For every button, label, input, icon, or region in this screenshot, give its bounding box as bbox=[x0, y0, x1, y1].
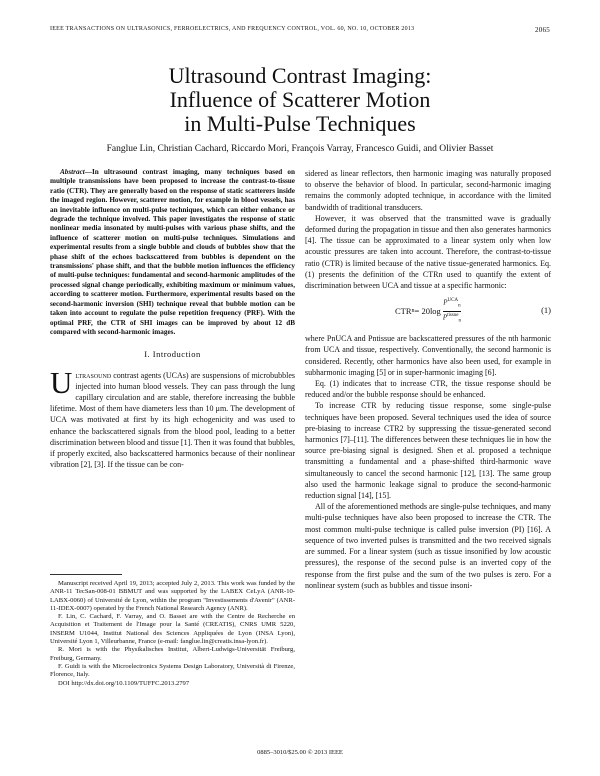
numerator-sub: n bbox=[458, 303, 461, 309]
title-line-2: Influence of Scatterer Motion bbox=[169, 87, 431, 112]
fraction-denominator bbox=[443, 312, 461, 326]
abstract-text: —In ultrasound contrast imaging, many techniques based on multiple transmissions have been proposed to increase the contrast-to-tissue ratio (CTR). They are generally based on the response of static scatterers inside the imaged region. However, scatterer motion, for example in blood vessels, has an inevitable influence on multi-pulse techniques, which can either enhance or degrade the technique involved. This paper investigates the response of static nonlinear media insonated by multi-pulses with various phase shifts, and the influence of scatterer motion on multi-pulse techniques. Simulations and experimental results from a single bubble and clouds of bubbles show that the phase shift of the echoes backscattered from bubbles is dependent on the transmissions' phase shift, and that the bubble motion influences the efficiency of multi-pulse techniques: fundamental and second-harmonic amplitudes of the processed signal change periodically, exhibiting maximum or minimum values, according to scatterer motion. Furthermore, experimental results based on the second-harmonic inversion (SHI) technique reveal that bubble motion can be taken into account to regulate the pulse repetition frequency (PRF). With the optimal PRF, the CTR of SHI images can be improved by about 12 dB compared with second-harmonic images. bbox=[50, 168, 295, 336]
body-paragraph-3: where PnUCA and Pntissue are backscattered pressures of the nth harmonic from UCA and tissue, respectively. Conventionally, the second harmonic is considered. Recently, other harmonics have also been used, for example in subharmonic imaging [5] or in super-harmonic imaging [6]. bbox=[305, 334, 551, 377]
intro-smallcaps: ltrasound bbox=[75, 370, 112, 380]
body-paragraph-1: sidered as linear reflectors, then harmonic imaging was naturally proposed to observe the behavior of blood. In particular, second-harmonic imaging remains the commonly adopted technique, in accordance with the limited bandwidth of traditional transducers. bbox=[305, 169, 551, 212]
running-head bbox=[50, 26, 550, 36]
numerator-sup: UCA bbox=[447, 298, 459, 304]
body-paragraph-5: To increase CTR by reducing tissue response, some single-pulse techniques have been proposed. Several techniques used the idea of source pre-biasing to increase CTR2 by suppressing the tissue-generated second harmonics [7]–[11]. The differences between these techniques lie in how the source pre-biasing signal is designed. Shen et al. proposed a technique transmitting a fundamental and a phase-shifted third-harmonic wave simultaneously to cancel the second harmonic [12], [13]. The same group also used the harmonic leakage signal to produce the second-harmonic reduction signal [14], [15]. bbox=[305, 401, 551, 501]
section-heading: I. Introduction bbox=[144, 349, 201, 360]
title-line-1: Ultrasound Contrast Imaging: bbox=[168, 63, 432, 88]
equation-lhs: CTR bbox=[395, 305, 412, 316]
body-paragraph-2: However, it was observed that the transmitted wave is gradually deformed during the propagation in tissue and then also generates harmonics [4]. The tissue can be approximated to a linear system only when low acoustic pressures are taken into account. Therefore, the contrast-to-tissue ratio (CTR) is limited because of the native tissue-generated harmonics. Eq. (1) presents the definition of the CTRn used to quantify the extent of discrimination between UCA and tissue at a specific harmonic: bbox=[305, 213, 551, 291]
equation-lhs-sub: n bbox=[411, 307, 415, 314]
denominator-sup: tissue bbox=[447, 312, 459, 318]
fraction-numerator bbox=[443, 297, 460, 311]
right-column bbox=[305, 168, 551, 591]
footnote-manuscript: Manuscript received April 19, 2013; accepted July 2, 2013. This work was funded by the ANR-11 TecSan-008-01 BBMUT and was supported by the LABEX CeLyA (ANR-10-LABX-0060) of Université de Lyon, within the program "Investissements d'Avenir" (ANR-11-IDEX-0007) operated by the French National Research Agency (ANR). bbox=[50, 580, 295, 612]
intro-text: contrast agents (UCAs) are suspensions of microbubbles injected into human blood vessels. They can pass through the lung capillary circulation and are stable, therefore increasing the bubble lifetime. Most of them have diameters less than 10 μm. The development of UCA was motivated at first by its high echogenicity and was used to enhance the backscattered signals from the blood pool, leading to a better discrimination between blood and tissue [1]. Then it was found that bubbles, if properly excited, also backscattered harmonics because of their nonlinear vibration [2], [3]. If the tissue can be con- bbox=[50, 370, 295, 470]
copyright-line: 0885–3010/$25.00 © 2013 IEEE bbox=[257, 749, 343, 756]
footnote-doi: DOI http://dx.doi.org/10.1109/TUFFC.2013.2797 bbox=[58, 679, 190, 687]
journal-header: IEEE TRANSACTIONS ON ULTRASONICS, FERROELECTRICS, AND FREQUENCY CONTROL, VOL. 60, NO. 10, OCTOBER 2013 bbox=[50, 26, 415, 32]
left-column bbox=[50, 168, 295, 470]
page-number: 2065 bbox=[535, 26, 550, 34]
drop-cap: U bbox=[50, 364, 73, 400]
footnote-rule bbox=[50, 574, 122, 575]
equation-fraction bbox=[443, 297, 461, 325]
abstract-label: Abstract bbox=[60, 168, 85, 176]
numerator-symbol: P bbox=[443, 298, 448, 307]
body-paragraph-4: Eq. (1) indicates that to increase CTR, the tissue response should be reduced and/or the bubble response should be enhanced. bbox=[305, 379, 551, 400]
intro-paragraph bbox=[50, 364, 295, 471]
equation-mid: = 20log bbox=[414, 305, 441, 316]
abstract bbox=[50, 168, 295, 337]
paper-title bbox=[60, 64, 540, 136]
denominator-symbol: P bbox=[442, 313, 448, 322]
equation-1 bbox=[305, 294, 551, 328]
footnote-affiliation-1: F. Lin, C. Cachard, F. Varray, and O. Basset are with the Centre de Recherche en Acquisition et Traitement de l'Image pour la Santé (CREATIS), CNRS UMR 5220, INSERM U1044, Institut National des Sciences Appliquées de Lyon (INSA Lyon), Université Lyon 1, Villeurbanne, France (e-mail: fanglue.lin@creatis.insa-lyon.fr). bbox=[50, 613, 295, 646]
title-line-3: in Multi-Pulse Techniques bbox=[184, 111, 416, 136]
footnote-affiliation-2: R. Mori is with the Physikalisches Institut, Albert-Ludwigs-Universität Freiburg, Freiburg, Germany. bbox=[50, 646, 295, 662]
footnote-affiliation-3: F. Guidi is with the Microelectronics Systems Design Laboratory, Università di Firenze, Florence, Italy. bbox=[50, 662, 295, 679]
equation-number: (1) bbox=[541, 305, 551, 316]
body-paragraph-6: All of the aforementioned methods are single-pulse techniques, and many multi-pulse techniques have also been proposed to increase the CTR. The most common multi-pulse technique is called pulse inversion (PI) [16]. A sequence of two inverted pulses is transmitted and the two received signals are summed. For a linear system (such as tissue insonified by low acoustic pressures), the response of the second pulse is an inverted copy of the response from the first pulse and the sum of the two pulses is zero. For a nonlinear system (such as bubbles and tissue insoni- bbox=[305, 502, 551, 590]
footnotes bbox=[50, 580, 295, 688]
denominator-sub: n bbox=[458, 318, 461, 324]
author-list: Fanglue Lin, Christian Cachard, Riccardo Mori, François Varray, Francesco Guidi, and Olivier Basset bbox=[106, 144, 494, 154]
